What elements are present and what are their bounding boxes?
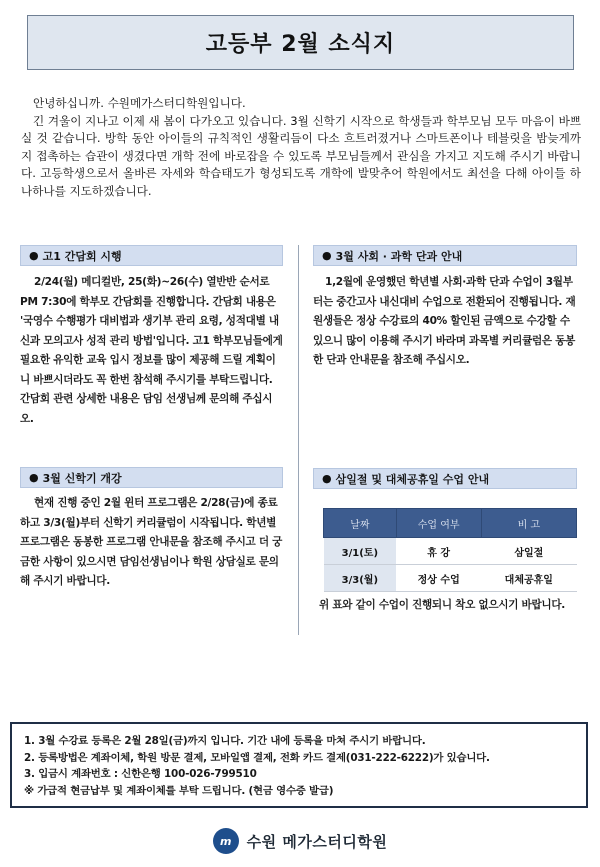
bullet-icon: ● [322, 472, 332, 485]
bullet-icon: ● [322, 249, 332, 262]
bullet-icon: ● [29, 249, 39, 262]
cell-class-status: 정상 수업 [396, 565, 481, 592]
academy-name: 수원 메가스터디학원 [246, 832, 388, 851]
cell-date: 3/1(토) [324, 538, 397, 565]
column-header-date: 날짜 [324, 509, 397, 538]
column-divider [298, 245, 299, 635]
table-header-row [324, 509, 577, 538]
newsletter-title: 고등부 2월 소식지 [205, 32, 396, 57]
academy-footer [0, 826, 600, 856]
section-text: 현재 진행 중인 2월 윈터 프로그램은 2/28(금)에 종료하고 3/3(월)부터 신학기 커리큘럼이 시작됩니다. 학년별 프로그램은 동봉한 프로그램 안내문을 참조해 주시고 더 궁금한 사항이 있으시면 담임선생님이나 학원 상담실로 문의해 주시기 바랍니다. [20, 497, 283, 587]
section-note-holiday [313, 596, 577, 616]
intro-greeting: 안녕하십니까. 수원메가스터디학원입니다. [33, 96, 246, 110]
section-text: 위 표와 같이 수업이 진행되니 착오 없으시기 바랍니다. [319, 599, 565, 611]
cell-remarks: 대체공휴일 [481, 565, 576, 592]
section-body-social-science [313, 273, 577, 371]
section-title: 3월 사회 · 과학 단과 안내 [335, 249, 463, 263]
intro-text [21, 95, 581, 201]
cell-date: 3/3(월) [324, 565, 397, 592]
section-body-new-semester [20, 494, 283, 592]
section-text: 1,2월에 운영했던 학년별 사회·과학 단과 수업이 3월부터는 중간고사 내신대비 수업으로 전환되어 진행됩니다. 재원생들은 정상 수강료의 40% 할인된 금액으로 수강할 수 있으니 많이 이용해 주시기 바라며 과목별 커리큘럼은 동봉한 단과 안내문을 참조해 주십시오. [313, 276, 576, 366]
table-row [324, 538, 577, 565]
column-header-class-status: 수업 여부 [396, 509, 481, 538]
notice-line: 1. 3월 수강료 등록은 2월 28일(금)까지 입니다. 기간 내에 등록을 마쳐 주시기 바랍니다. [24, 735, 426, 747]
holiday-schedule-table [323, 508, 577, 592]
section-body-freshman-meeting [20, 273, 283, 429]
cell-class-status: 휴 강 [396, 538, 481, 565]
mega-logo-icon: m [213, 828, 239, 854]
payment-notice-box [10, 722, 588, 808]
notice-line: ※ 가급적 현금납부 및 계좌이체를 부탁 드립니다. (현금 영수증 발급) [24, 784, 334, 797]
section-text: 2/24(월) 메디컬반, 25(화)~26(수) 열반반 순서로 PM 7:30에 학부모 간담회를 진행합니다. 간담회 내용은 '국영수 수행평가 대비법과 생기부 관리 요령, 성적대별 내신과 모의고사 성적 관리 방법'입니다. 고1 학부모님들에게 필요한 유익한 교육 입시 정보를 많이 제공해 드릴 계획이니 바쁘시더라도 꼭 한번 참석해 주시기를 부탁드립니다. 간담회 관련 상세한 내용은 담임 선생님께 문의해 주십시오. [20, 276, 283, 425]
cell-remarks: 삼일절 [481, 538, 576, 565]
section-title: 고1 간담회 시행 [42, 249, 122, 263]
section-header-freshman-meeting [20, 245, 283, 266]
section-header-holiday-classes [313, 468, 577, 489]
table-row [324, 565, 577, 592]
section-header-social-science [313, 245, 577, 266]
column-header-remarks: 비 고 [481, 509, 576, 538]
bullet-icon: ● [29, 471, 39, 484]
section-header-new-semester [20, 467, 283, 488]
section-title: 삼일절 및 대체공휴일 수업 안내 [335, 472, 490, 486]
newsletter-title-box [27, 15, 574, 70]
intro-paragraph: 긴 겨울이 지나고 이제 새 봄이 다가오고 있습니다. 3월 신학기 시작으로 학생들과 학부모님 모두 마음이 바쁘실 것 같습니다. 방학 동안 아이들의 규칙적인 생활리듬이 다소 흐트러졌거나 스마트폰이나 테블릿을 밤늦게까지 접촉하는 습관이 생겼다면 개학 전에 바로잡을 수 있도록 부모님들께서 관심을 가지고 지도해 주시기 바랍니다. 고등학생으로서 올바른 자세와 학습태도가 형성되도록 개학에 발맞추어 학원에서도 최선을 다해 아이들 하나하나를 지도하겠습니다. [21, 113, 581, 198]
notice-line: 3. 입금시 계좌번호 : 신한은행 100-026-799510 [24, 768, 257, 781]
notice-line: 2. 등록방법은 계좌이체, 학원 방문 결제, 모바일앱 결제, 전화 카드 결제(031-222-6222)가 있습니다. [24, 751, 490, 764]
section-title: 3월 신학기 개강 [42, 471, 122, 485]
